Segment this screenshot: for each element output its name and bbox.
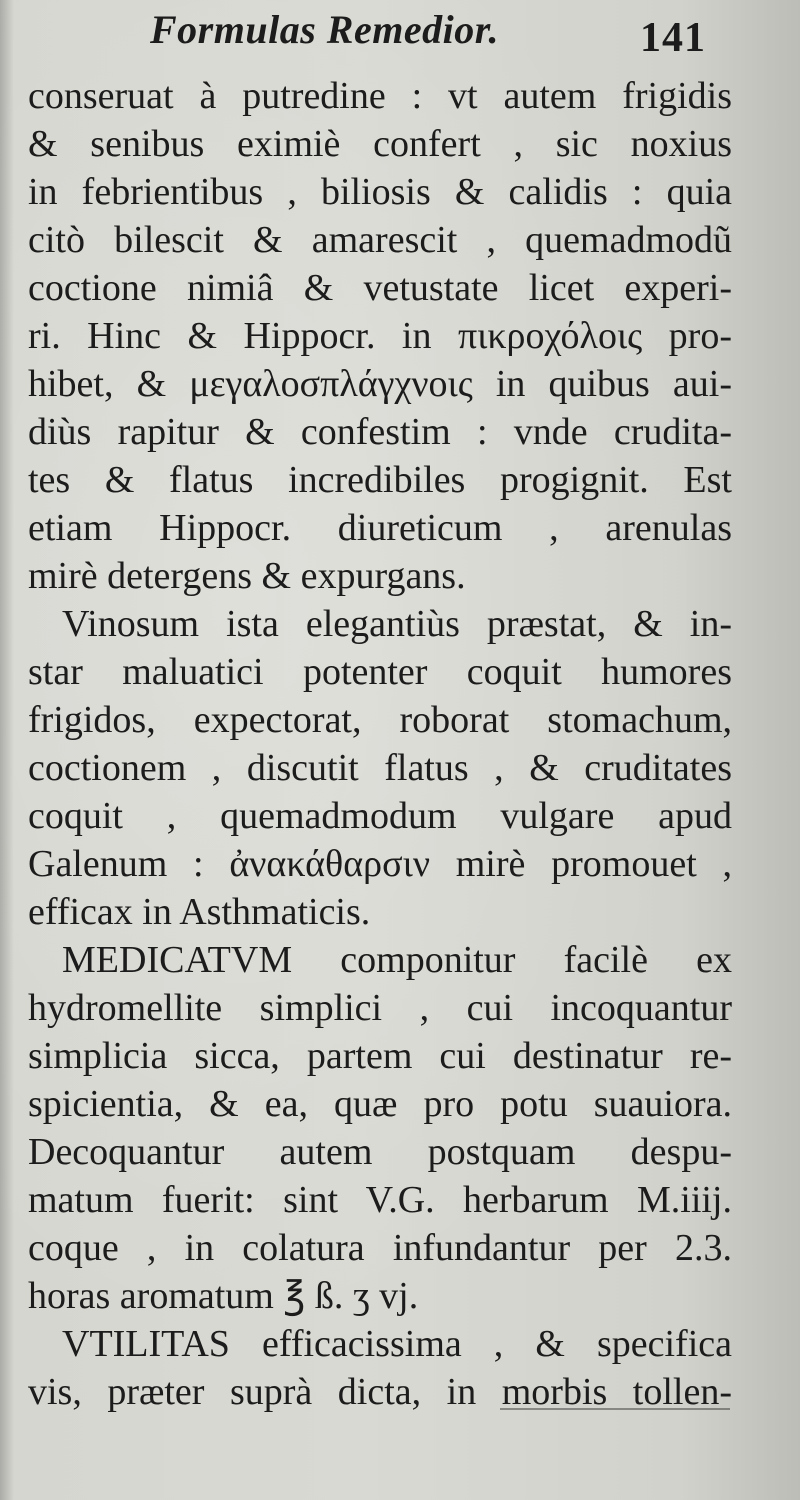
gutter-shadow — [0, 0, 14, 1500]
text-line: mirè detergens & expurgans. — [28, 555, 466, 597]
text-line: ri. Hinc & Hippocr. in πικροχόλοις pro- — [28, 315, 732, 357]
paragraph-start-line: MEDICATVM componitur facilè ex — [62, 939, 732, 981]
page-number: 141 — [640, 15, 706, 61]
text-line: coctione nimiâ & vetustate licet experi- — [28, 267, 732, 309]
running-head: Formulas Remedior. — [150, 7, 500, 52]
text-line: diùs rapitur & confestim : vnde crudita- — [28, 411, 732, 453]
text-line: & senibus eximiè confert , sic noxius — [28, 123, 732, 165]
text-line: Galenum : ἀνακάθαρσιν mirè promouet , — [28, 843, 732, 885]
text-line: conseruat à putredine : vt autem frigidis — [28, 75, 732, 117]
text-line: etiam Hippocr. diureticum , arenulas — [28, 507, 732, 549]
text-line: coquit , quemadmodum vulgare apud — [28, 795, 732, 837]
text-line: Decoquantur autem postquam despu- — [28, 1131, 732, 1173]
text-line: citò bilescit & amarescit , quemadmodũ — [28, 219, 732, 261]
text-line: frigidos, expectorat, roborat stomachum, — [28, 699, 732, 741]
text-line: simplicia sicca, partem cui destinatur re- — [28, 1035, 732, 1077]
text-line: tes & flatus incredibiles progignit. Est — [28, 459, 732, 501]
text-line: in febrientibus , biliosis & calidis : quia — [28, 171, 732, 213]
body-text — [28, 72, 732, 1416]
paragraph-start-line: Vinosum ista elegantiùs præstat, & in- — [62, 603, 732, 645]
text-line: hibet, & μεγαλοσπλάγχνοις in quibus aui- — [28, 363, 732, 405]
text-line: coctionem , discutit flatus , & cruditates — [28, 747, 732, 789]
text-line: vis, præter suprà dicta, in morbis tollen- — [28, 1371, 732, 1413]
text-line: coque , in colatura infundantur per 2.3. — [28, 1227, 732, 1269]
underline-mark — [500, 1408, 730, 1410]
text-line: star maluatici potenter coquit humores — [28, 651, 732, 693]
paragraph-start-line: VTILITAS efficacissima , & specifica — [62, 1323, 732, 1365]
text-line: efficax in Asthmaticis. — [28, 891, 371, 933]
text-line: matum fuerit: sint V.G. herbarum M.iiij. — [28, 1179, 732, 1221]
text-line: hydromellite simplici , cui incoquantur — [28, 987, 732, 1029]
text-line: horas aromatum ℥ ß. ʒ vj. — [28, 1275, 419, 1317]
text-line: spicientia, & ea, quæ pro potu suauiora. — [28, 1083, 732, 1125]
